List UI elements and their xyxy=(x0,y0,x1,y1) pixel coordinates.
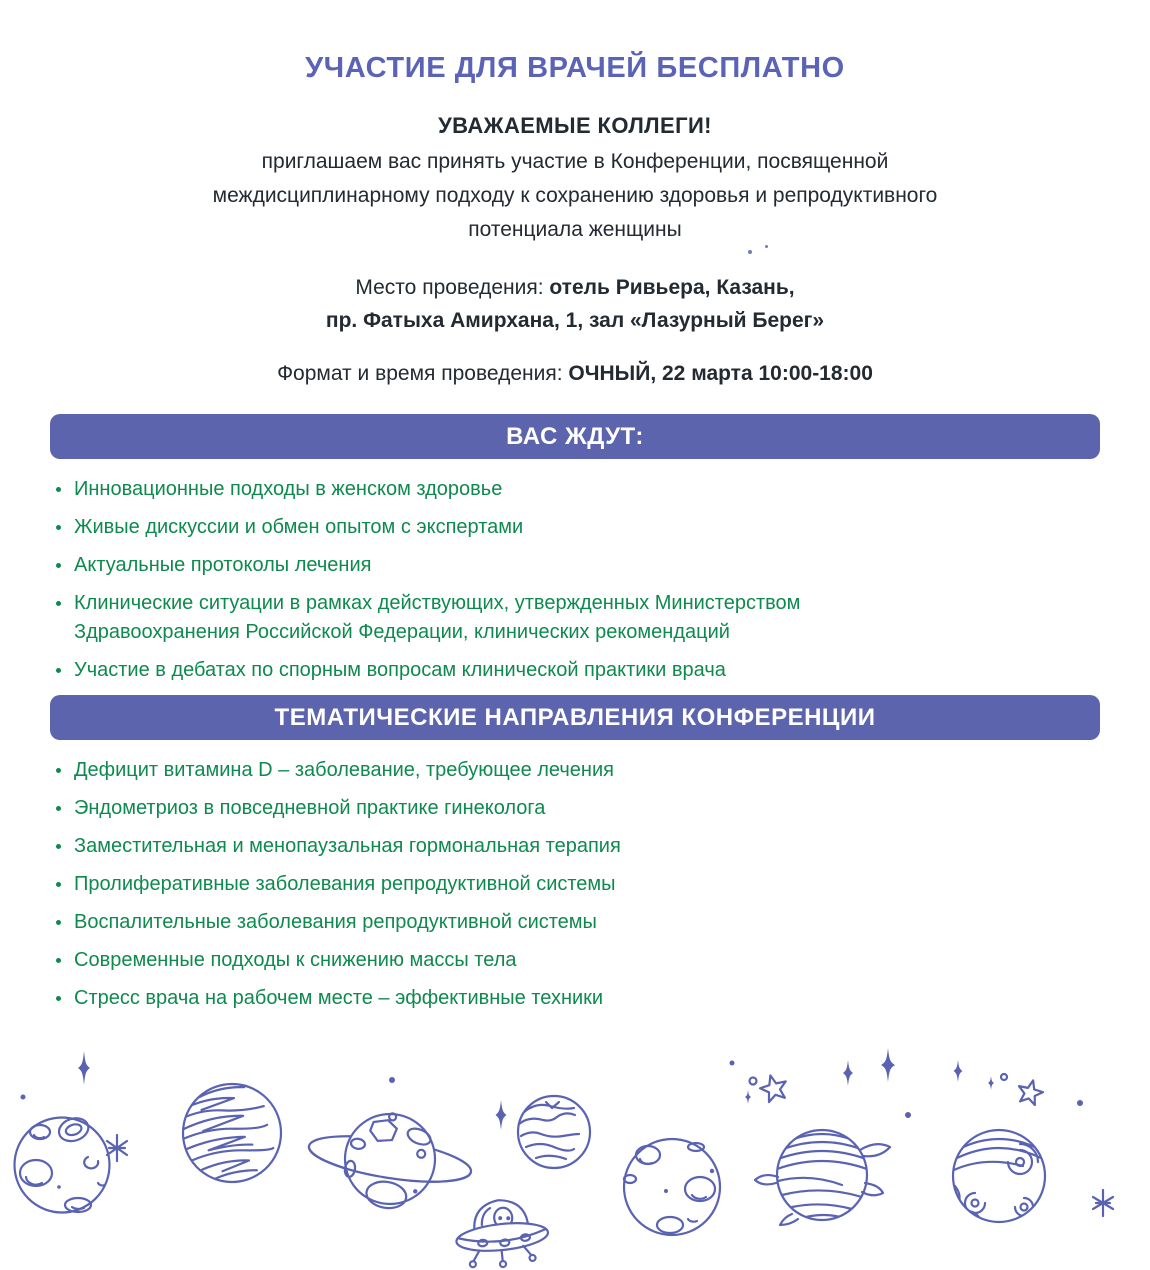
outline-star-icon xyxy=(1015,1077,1045,1106)
circle-star-icon xyxy=(1001,1074,1007,1080)
sparkle-star-icon xyxy=(954,1060,963,1082)
bullet-icon xyxy=(56,487,61,492)
bullet-icon xyxy=(56,525,61,530)
bullet-icon xyxy=(56,996,61,1001)
crater-moon-icon xyxy=(15,1115,110,1213)
sparkle-star-icon xyxy=(881,1048,895,1082)
decor-dot xyxy=(748,250,752,254)
topics-list xyxy=(0,756,1150,1013)
list-item: Воспалительные заболевания репродуктивной системы xyxy=(56,908,1100,937)
bullet-icon xyxy=(56,958,61,963)
venue-value: отель Ривьера, Казань, xyxy=(549,276,795,299)
bullet-icon xyxy=(56,601,61,606)
list-item: Стресс врача на рабочем месте – эффективные техники xyxy=(56,984,1100,1013)
venue-line-1 xyxy=(0,271,1150,304)
spiral-planet-icon xyxy=(953,1130,1045,1222)
list-item: Участие в дебатах по спорным вопросам клинической практики врача xyxy=(56,656,1100,685)
expectations-list xyxy=(0,475,1150,685)
list-item: Дефицит витамина D – заболевание, требующее лечения xyxy=(56,756,1100,785)
sparkle-star-icon xyxy=(745,1090,751,1104)
list-item: Эндометриоз в повседневной практике гинеколога xyxy=(56,794,1100,823)
format-value: ОЧНЫЙ, 22 марта 10:00-18:00 xyxy=(568,362,873,385)
page-title: УЧАСТИЕ ДЛЯ ВРАЧЕЙ БЕСПЛАТНО xyxy=(305,52,845,84)
bullet-icon xyxy=(56,806,61,811)
list-item: Инновационные подходы в женском здоровье xyxy=(56,475,1100,504)
sparkle-star-icon xyxy=(988,1076,994,1090)
section-title: ТЕМАТИЧЕСКИЕ НАПРАВЛЕНИЯ КОНФЕРЕНЦИИ xyxy=(274,703,876,731)
invitation-text xyxy=(0,145,1150,247)
format-block xyxy=(0,357,1150,390)
list-item: Актуальные протоколы лечения xyxy=(56,551,1100,580)
bullet-icon xyxy=(56,768,61,773)
invitation-line: междисциплинарному подходу к сохранению здоровья и репродуктивного xyxy=(212,184,938,207)
section-banner-topics xyxy=(50,695,1100,740)
crater-moon-icon xyxy=(624,1139,720,1235)
star-dot-icon xyxy=(905,1112,911,1118)
ufo-alien-icon xyxy=(453,1195,551,1270)
space-doodles-svg xyxy=(0,1035,1150,1270)
asterisk-star-icon xyxy=(1093,1190,1113,1216)
asterisk-star-icon xyxy=(107,1135,127,1161)
outline-star-icon xyxy=(758,1072,790,1103)
saturn-planet-icon xyxy=(301,1101,478,1220)
invitation-line: приглашаем вас принять участие в Конференции, посвященной xyxy=(261,150,889,173)
invitation-line: потенциала женщины xyxy=(468,218,682,241)
sparkle-star-icon xyxy=(78,1051,90,1085)
star-dot-icon xyxy=(1077,1100,1083,1106)
section-banner-expectations xyxy=(50,414,1100,459)
bullet-icon xyxy=(56,668,61,673)
list-item: Живые дискуссии и обмен опытом с экспертами xyxy=(56,513,1100,542)
decor-dot xyxy=(765,245,768,248)
striped-planet-icon xyxy=(172,1076,288,1190)
sparkle-star-icon xyxy=(843,1060,853,1086)
circle-star-icon xyxy=(750,1078,757,1085)
list-item: Пролиферативные заболевания репродуктивной системы xyxy=(56,870,1100,899)
list-item: Заместительная и менопаузальная гормональная терапия xyxy=(56,832,1100,861)
venue-label: Место проведения: xyxy=(355,276,544,299)
flame-swirl-planet-icon xyxy=(755,1130,890,1225)
star-dot-icon xyxy=(730,1061,735,1066)
star-dot-icon xyxy=(21,1095,26,1100)
space-doodles xyxy=(0,1035,1150,1270)
sparkle-star-icon xyxy=(496,1100,507,1130)
list-item: Современные подходы к снижению массы тела xyxy=(56,946,1100,975)
format-label: Формат и время проведения: xyxy=(277,362,563,385)
star-dot-icon xyxy=(389,1077,395,1083)
venue-line-2: пр. Фатыха Амирхана, 1, зал «Лазурный Берег» xyxy=(325,309,825,332)
venue-block xyxy=(0,271,1150,337)
wavy-planet-icon xyxy=(518,1096,590,1168)
list-item: Клинические ситуации в рамках действующих, утвержденных Министерством Здравоохранения Российской Федерации, клинических рекомендаций xyxy=(56,589,1100,647)
bullet-icon xyxy=(56,920,61,925)
greeting-heading: УВАЖАЕМЫЕ КОЛЛЕГИ! xyxy=(438,113,712,138)
bullet-icon xyxy=(56,844,61,849)
section-title: ВАС ЖДУТ: xyxy=(506,422,644,450)
bullet-icon xyxy=(56,882,61,887)
bullet-icon xyxy=(56,563,61,568)
